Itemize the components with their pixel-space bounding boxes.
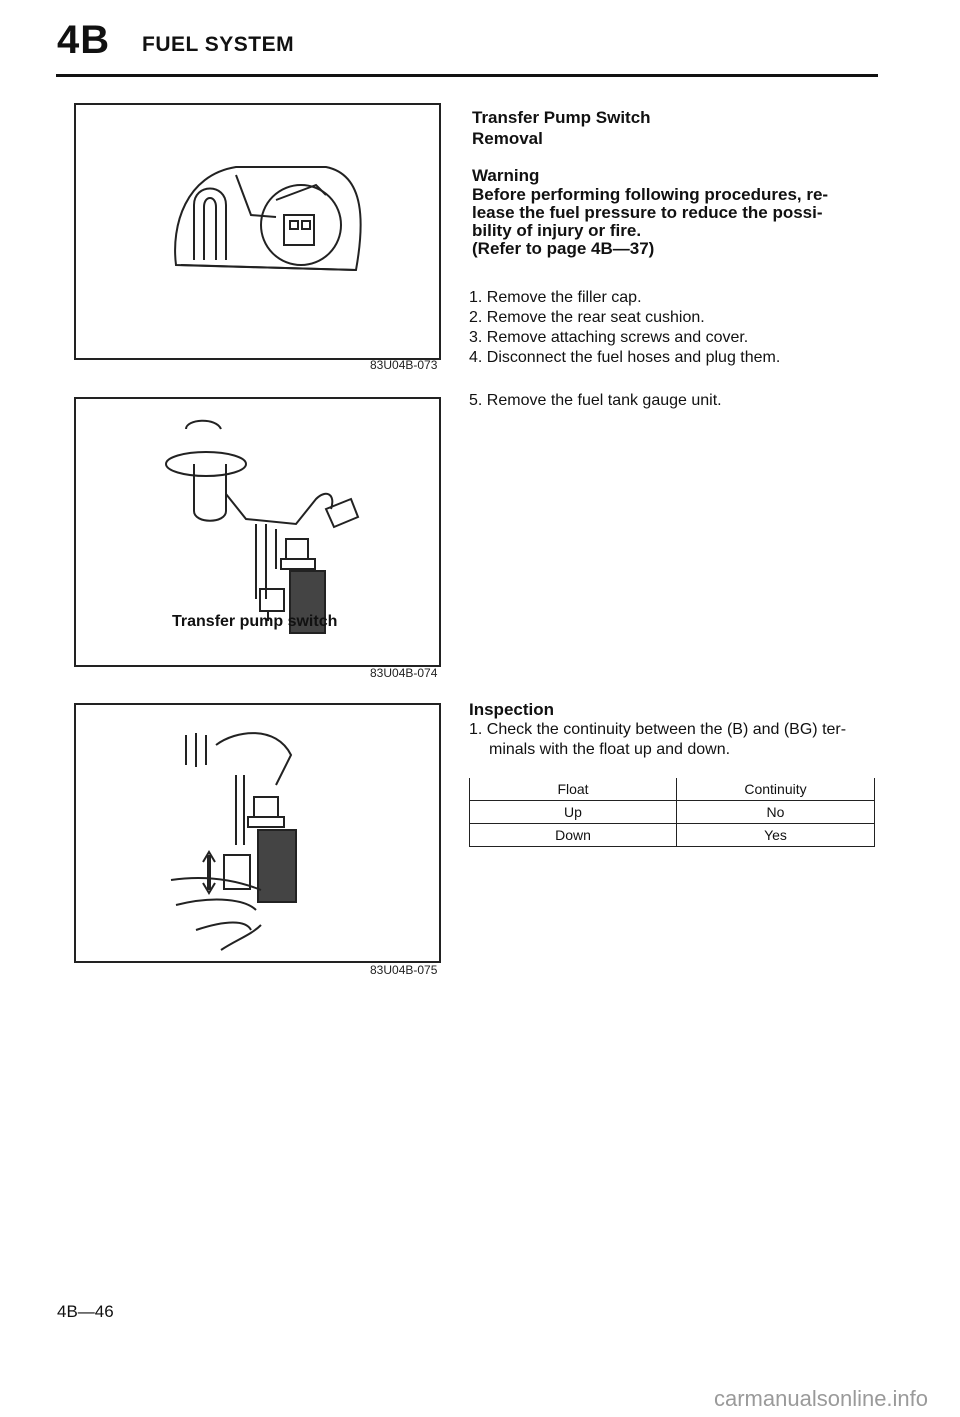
header-rule — [56, 74, 878, 77]
removal-steps — [469, 288, 889, 368]
table-header: Float — [470, 778, 677, 801]
figure-code: 83U04B-074 — [370, 666, 438, 680]
table-header: Continuity — [677, 778, 875, 801]
table-cell: Down — [470, 824, 677, 847]
warning-line: bility of injury or fire. — [472, 221, 642, 240]
section-subtitle: Removal — [472, 129, 543, 148]
table-cell: No — [677, 801, 875, 824]
warning-line: Before performing following procedures, re- — [472, 185, 829, 204]
table-cell: Up — [470, 801, 677, 824]
page-number: 4B—46 — [57, 1302, 114, 1321]
figure-caption: Transfer pump switch — [172, 613, 338, 630]
figure-float-check — [74, 703, 441, 963]
watermark: carmanualsonline.info — [714, 1386, 929, 1411]
float-check-illustration — [76, 705, 439, 961]
inspection-title: Inspection — [469, 700, 555, 719]
section-title: Transfer Pump Switch — [472, 108, 651, 127]
inspection-line: 1. Check the continuity between the (B) and (BG) ter- — [469, 721, 847, 738]
table-header-row — [470, 778, 875, 801]
inspection-section — [469, 699, 889, 760]
continuity-table — [469, 778, 875, 847]
table-cell: Yes — [677, 824, 875, 847]
figure-gauge-unit — [74, 397, 441, 667]
step-item: 1. Remove the filler cap. — [469, 289, 642, 306]
step-item: 2. Remove the rear seat cushion. — [469, 309, 705, 326]
warning-line: lease the fuel pressure to reduce the possi- — [472, 203, 823, 222]
figure-fuel-tank-cover — [74, 103, 441, 360]
table-row — [470, 801, 875, 824]
fuel-tank-illustration — [76, 105, 439, 358]
table-row — [470, 824, 875, 847]
warning-title: Warning — [472, 166, 540, 185]
step-item: 5. Remove the fuel tank gauge unit. — [469, 392, 722, 409]
step-item: 3. Remove attaching screws and cover. — [469, 329, 749, 346]
figure-code: 83U04B-073 — [370, 358, 438, 372]
warning-block — [472, 165, 892, 258]
step-item: 4. Disconnect the fuel hoses and plug them. — [469, 349, 781, 366]
warning-line: (Refer to page 4B—37) — [472, 239, 655, 258]
inspection-line: minals with the float up and down. — [489, 741, 731, 758]
removal-section — [472, 107, 892, 149]
chapter-code: 4B — [57, 18, 111, 62]
chapter-title: FUEL SYSTEM — [142, 33, 295, 56]
figure-code: 83U04B-075 — [370, 963, 438, 977]
